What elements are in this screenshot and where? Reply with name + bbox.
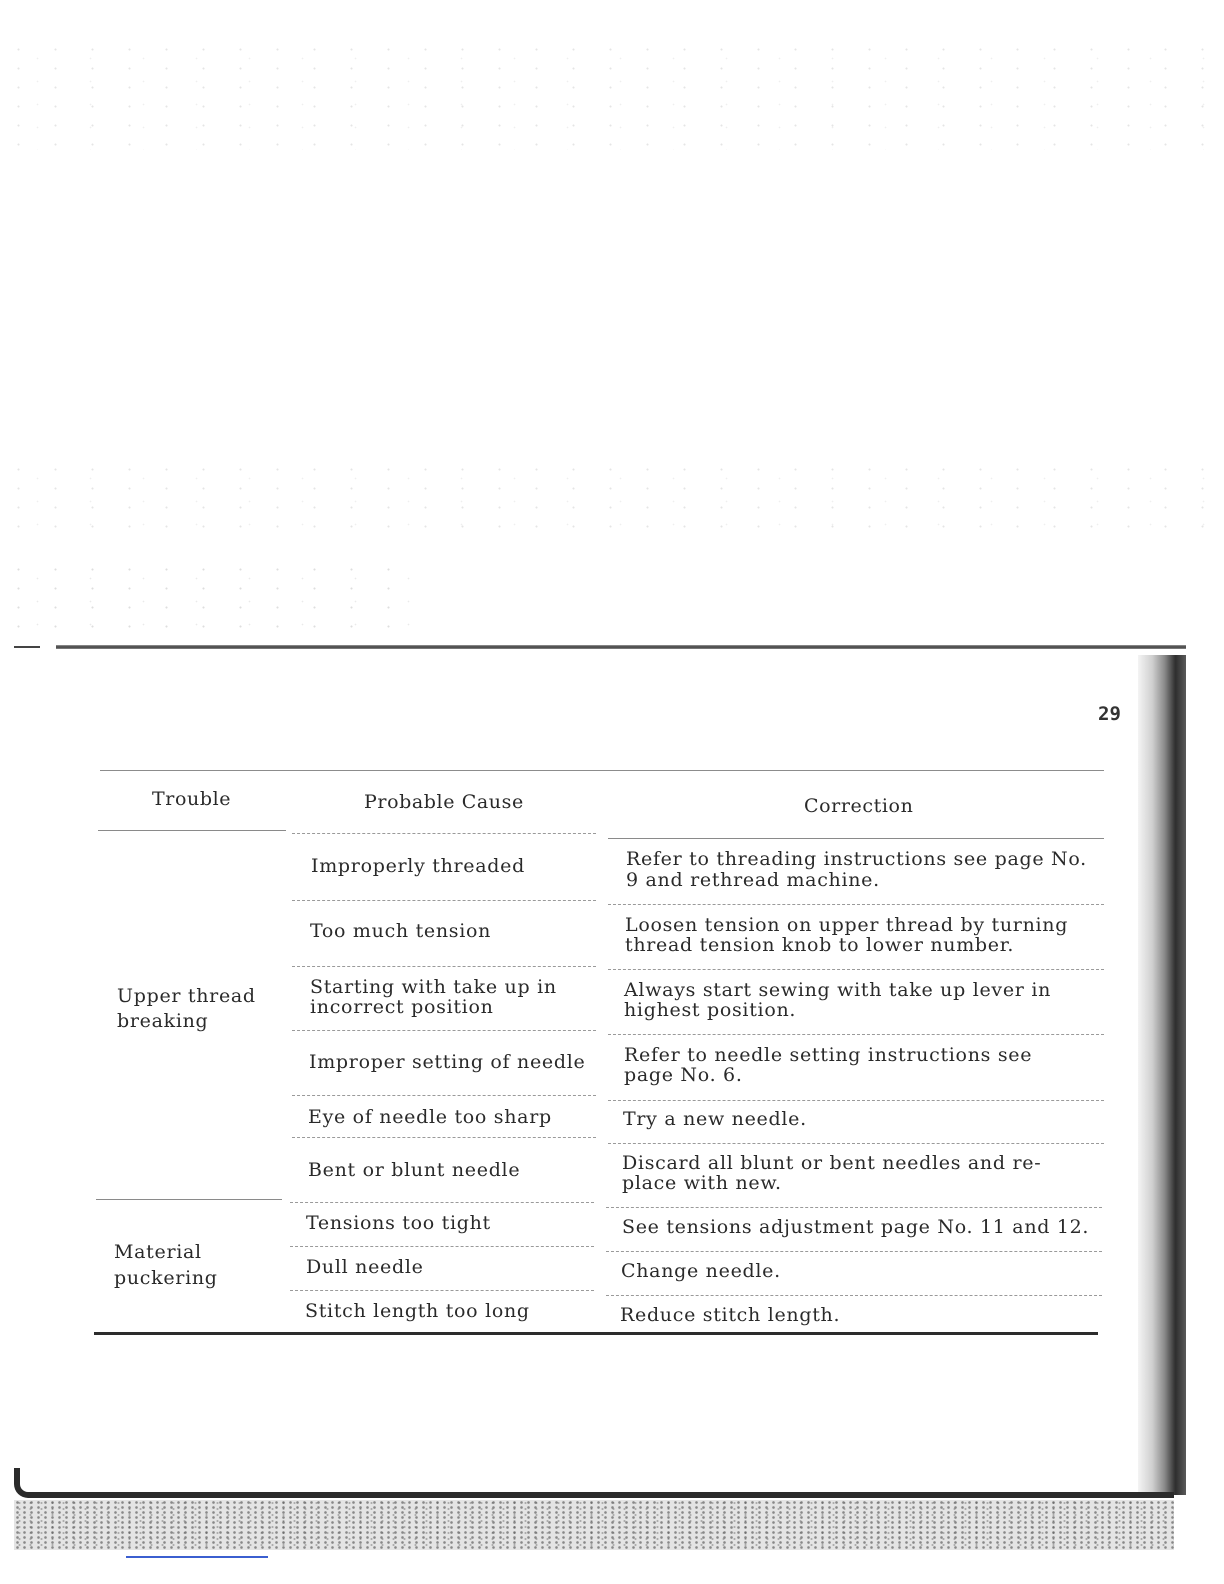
cause-text-line: Eye of needle too sharp <box>308 1106 552 1128</box>
correction-text-line: thread tension knob to lower number. <box>625 934 1015 956</box>
row-divider <box>290 1246 594 1247</box>
cause-text-line: Improper setting of needle <box>309 1051 586 1073</box>
row-divider <box>290 1290 594 1291</box>
correction-text-line: Refer to needle setting instructions see <box>624 1044 1033 1066</box>
row-divider <box>608 1143 1104 1144</box>
scan-noise-lower <box>0 560 420 640</box>
scan-noise-bottom <box>14 1500 1174 1550</box>
header-rule-cause <box>292 833 596 834</box>
correction-text-line: page No. 6. <box>624 1064 743 1086</box>
trouble-text-line: Upper thread <box>117 985 256 1007</box>
correction-text-line: Always start sewing with take up lever in <box>624 979 1052 1001</box>
row-divider <box>606 1251 1102 1252</box>
row-divider <box>292 1137 596 1138</box>
header-probable-cause: Probable Cause <box>364 791 524 813</box>
cause-text-line: Stitch length too long <box>305 1300 530 1322</box>
correction-text-line: See tensions adjustment page No. 11 and 12. <box>622 1216 1090 1238</box>
page-edge-mark <box>14 646 40 648</box>
blue-mark <box>126 1556 268 1558</box>
cause-text-line: incorrect position <box>310 996 494 1018</box>
correction-text-line: Change needle. <box>621 1260 781 1282</box>
correction-text-line: Discard all blunt or bent needles and re- <box>622 1152 1042 1174</box>
correction-text-line: place with new. <box>622 1172 782 1194</box>
row-divider <box>608 1034 1104 1035</box>
correction-text-line: 9 and rethread machine. <box>626 869 880 891</box>
cause-text-line: Too much tension <box>310 920 492 942</box>
page-top-edge <box>56 645 1186 649</box>
row-divider <box>606 1295 1102 1296</box>
row-divider <box>292 1030 596 1031</box>
header-correction: Correction <box>804 795 914 817</box>
group-divider <box>96 1199 282 1200</box>
correction-text-line: Loosen tension on upper thread by turning <box>625 914 1069 936</box>
table-bottom-rule <box>94 1332 1098 1335</box>
book-binding <box>1138 655 1186 1495</box>
cause-text-line: Tensions too tight <box>306 1212 491 1234</box>
trouble-text-line: Material <box>114 1241 202 1263</box>
trouble-text-line: puckering <box>114 1267 218 1289</box>
trouble-text-line: breaking <box>117 1010 209 1032</box>
row-divider <box>606 1207 1102 1208</box>
cause-text-line: Starting with take up in <box>310 976 557 998</box>
row-divider <box>608 904 1104 905</box>
row-divider <box>292 900 596 901</box>
row-divider <box>608 1100 1104 1101</box>
row-divider <box>290 1202 594 1203</box>
page-bottom-edge <box>14 1468 1174 1498</box>
cause-text-line: Dull needle <box>306 1256 424 1278</box>
page-number: 29 <box>1098 703 1121 725</box>
correction-text-line: Reduce stitch length. <box>620 1304 841 1326</box>
cause-text-line: Improperly threaded <box>311 855 525 877</box>
cause-text-line: Bent or blunt needle <box>308 1159 521 1181</box>
table-top-rule <box>100 770 1104 771</box>
correction-text-line: Try a new needle. <box>623 1108 807 1130</box>
row-divider <box>292 1095 596 1096</box>
scan-noise-top <box>0 40 1224 150</box>
header-rule-trouble <box>98 830 286 831</box>
header-trouble: Trouble <box>152 788 232 810</box>
row-divider <box>608 969 1104 970</box>
correction-text-line: Refer to threading instructions see page No. <box>626 848 1087 870</box>
correction-text-line: highest position. <box>624 999 797 1021</box>
scan-noise-middle <box>0 460 1224 530</box>
row-divider <box>292 966 596 967</box>
header-rule-correction <box>608 838 1104 839</box>
